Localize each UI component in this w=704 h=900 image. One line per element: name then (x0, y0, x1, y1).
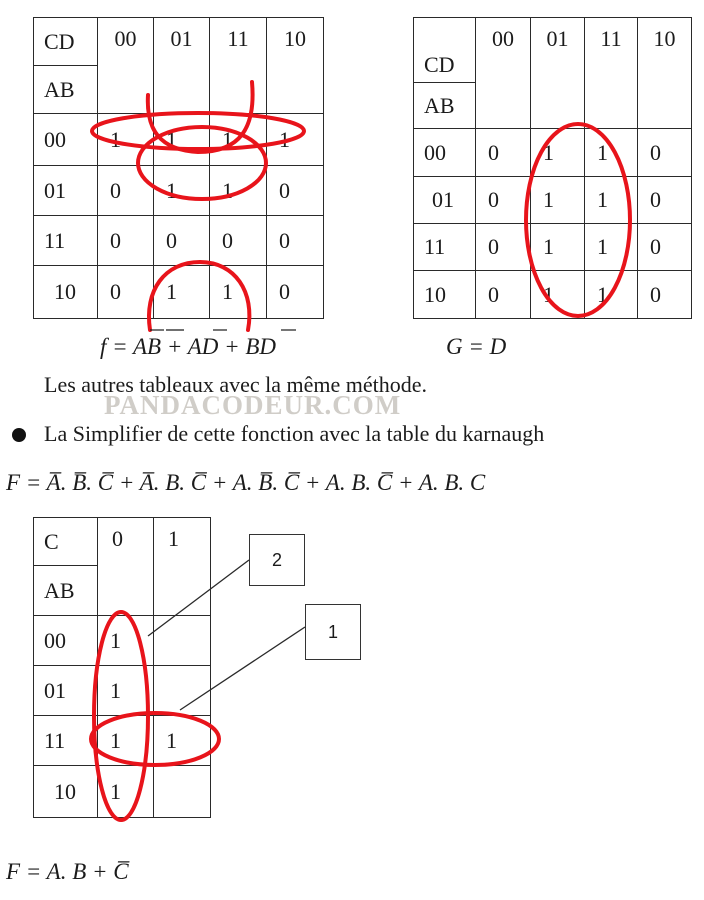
kmap3-cell (154, 666, 211, 716)
kmap2-cell: 0 (638, 129, 692, 177)
kmap2-row-label: 00 (414, 129, 476, 177)
kmap2-col-label: 01 (531, 18, 585, 129)
kmap2-cell: 1 (585, 177, 638, 224)
final-result-formula: F = A. B + C̅ (6, 859, 129, 884)
kmap3-col-label: 0 (98, 518, 154, 616)
kmap2-corner-bottom: AB (414, 83, 476, 129)
kmap2-cell: 0 (638, 224, 692, 271)
kmap3-corner-top: C (34, 518, 98, 566)
kmap2-cell: 1 (585, 224, 638, 271)
kmap3-cell: 1 (98, 666, 154, 716)
kmap2-row-label: 10 (414, 271, 476, 319)
kmap2-cell: 0 (476, 177, 531, 224)
kmap1-col-label: 01 (154, 18, 210, 114)
kmap3-row-label: 11 (34, 716, 98, 766)
callout-box: 2 (249, 534, 305, 586)
kmap2-cell: 1 (585, 129, 638, 177)
kmap3-col-label: 1 (154, 518, 211, 616)
kmap1-cell: 1 (154, 114, 210, 166)
kmap2-row-label: 01 (414, 177, 476, 224)
kmap3-cell (154, 616, 211, 666)
kmap2-cell: 1 (531, 271, 585, 319)
kmap2-cell: 0 (476, 129, 531, 177)
kmap3-cell: 1 (98, 766, 154, 818)
kmap2-cell: 0 (638, 271, 692, 319)
kmap1-cell: 0 (98, 266, 154, 319)
kmap2-col-label: 11 (585, 18, 638, 129)
kmap1-result-formula: f = AB + AD + BD (100, 334, 277, 359)
kmap1-cell: 1 (210, 266, 267, 319)
kmap1-cell: 0 (98, 216, 154, 266)
kmap1-cell: 1 (210, 114, 267, 166)
kmap1-col-label: 00 (98, 18, 154, 114)
kmap2-col-label: 10 (638, 18, 692, 129)
kmap2-row-label: 11 (414, 224, 476, 271)
kmap1-table (33, 17, 324, 319)
kmap2-cell: 1 (531, 177, 585, 224)
bullet-icon (12, 428, 26, 442)
kmap1-row-label: 00 (34, 114, 98, 166)
bullet-text: La Simplifier de cette fonction avec la table du karnaugh (44, 421, 545, 446)
kmap3-table (33, 517, 211, 818)
kmap2-cell: 0 (476, 224, 531, 271)
kmap1-cell: 0 (210, 216, 267, 266)
kmap1-row-label: 01 (34, 166, 98, 216)
kmap1-cell: 0 (267, 166, 324, 216)
kmap1-cell: 0 (154, 216, 210, 266)
watermark: PANDACODEUR.COM (104, 390, 402, 420)
kmap2-cell: 1 (585, 271, 638, 319)
kmap1-corner-bottom: AB (34, 66, 98, 114)
kmap3-row-label: 00 (34, 616, 98, 666)
kmap2-cell: 0 (638, 177, 692, 224)
other-tables-text: Les autres tableaux avec la même méthode. (44, 372, 427, 397)
kmap2-col-label: 00 (476, 18, 531, 129)
kmap1-cell: 0 (98, 166, 154, 216)
function-F: F = A̅. B̅. C̅ + A̅. B. C̅ + A. B̅. C̅ + A. B. C̅ + A. B. C (6, 470, 486, 495)
kmap3-corner-bottom: AB (34, 566, 98, 616)
kmap3-cell: 1 (154, 716, 211, 766)
kmap2-cell: 1 (531, 224, 585, 271)
kmap1-cell: 0 (267, 216, 324, 266)
kmap3-cell (154, 766, 211, 818)
kmap2-corner-top: CD (414, 18, 476, 83)
kmap3-cell: 1 (98, 616, 154, 666)
kmap2-cell: 0 (476, 271, 531, 319)
kmap1-col-label: 10 (267, 18, 324, 114)
kmap3-row-label: 01 (34, 666, 98, 716)
kmap1-col-label: 11 (210, 18, 267, 114)
kmap1-row-label: 10 (34, 266, 98, 319)
kmap2-table (413, 17, 692, 319)
kmap1-cell: 0 (267, 266, 324, 319)
kmap3-row-label: 10 (34, 766, 98, 818)
kmap1-cell: 1 (98, 114, 154, 166)
kmap1-cell: 1 (267, 114, 324, 166)
kmap1-cell: 1 (210, 166, 267, 216)
kmap1-cell: 1 (154, 166, 210, 216)
kmap2-cell: 1 (531, 129, 585, 177)
kmap3-cell: 1 (98, 716, 154, 766)
kmap1-corner-top: CD (34, 18, 98, 66)
kmap1-cell: 1 (154, 266, 210, 319)
kmap2-result-formula: G = D (446, 334, 507, 359)
kmap1-row-label: 11 (34, 216, 98, 266)
callout-box: 1 (305, 604, 361, 660)
